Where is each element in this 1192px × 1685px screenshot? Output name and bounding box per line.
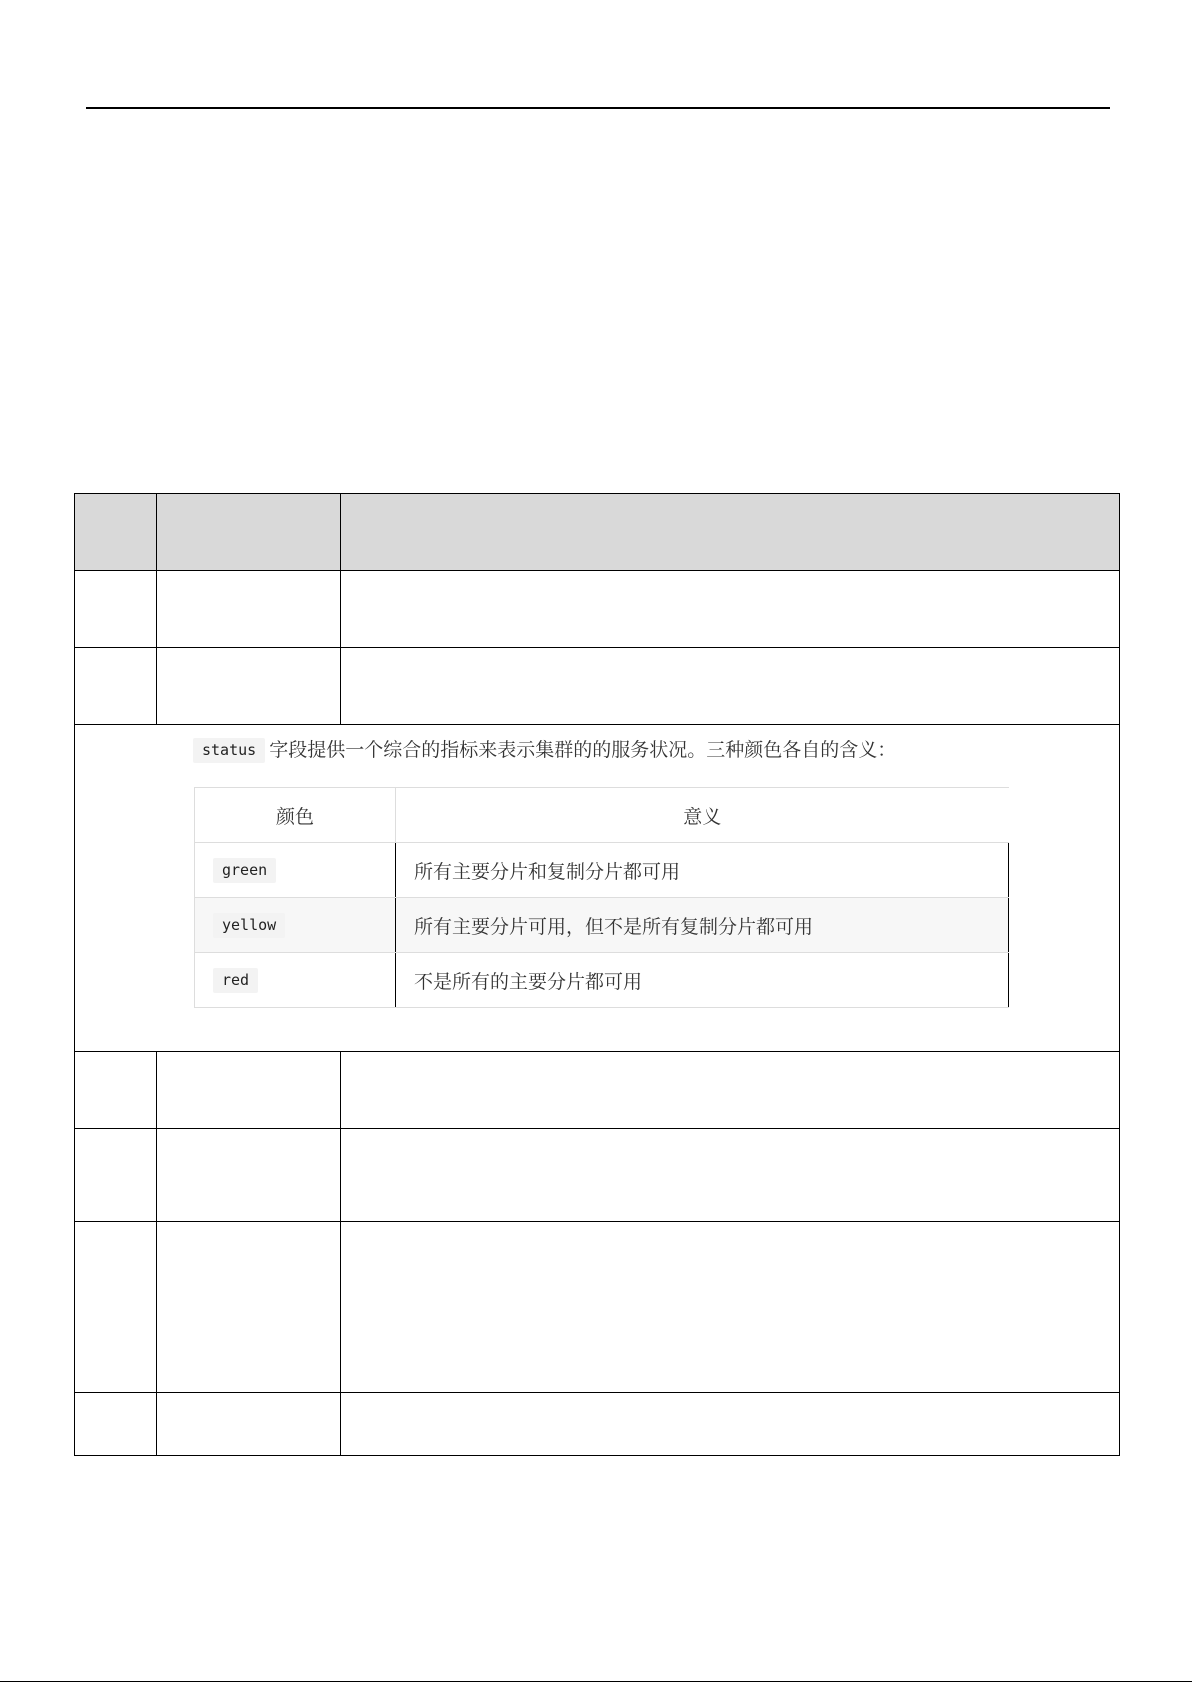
status-description (75, 725, 1119, 1051)
table-cell (75, 1052, 157, 1129)
footer-rule (0, 1681, 1192, 1682)
status-code-red: red (213, 968, 258, 993)
table-row (75, 1052, 1120, 1129)
status-row-green (195, 843, 1009, 898)
table-row (75, 1129, 1120, 1222)
table-cell (157, 1129, 341, 1222)
header-cell (75, 494, 157, 571)
table-row-status-embed (75, 725, 1120, 1052)
status-row-yellow (195, 898, 1009, 953)
table-row (75, 648, 1120, 725)
status-code-green: green (213, 858, 276, 883)
header-cell (157, 494, 341, 571)
table-cell (157, 648, 341, 725)
status-embed-cell (75, 725, 1120, 1052)
table-cell (341, 1129, 1120, 1222)
table-cell (157, 571, 341, 648)
field-table (74, 493, 1120, 1456)
table-cell (341, 571, 1120, 648)
table-cell (75, 1129, 157, 1222)
table-cell (157, 1052, 341, 1129)
table-cell (341, 1393, 1120, 1456)
table-row (75, 1222, 1120, 1393)
table-cell (75, 648, 157, 725)
table-cell (341, 1052, 1120, 1129)
table-cell (75, 571, 157, 648)
status-meaning-red: 不是所有的主要分片都可用 (396, 953, 1009, 1008)
header-rule (86, 107, 1110, 109)
meaning-column-header: 意义 (396, 788, 1009, 843)
color-column-header: 颜色 (195, 788, 396, 843)
status-code-chip: status (193, 738, 265, 763)
status-code-yellow: yellow (213, 913, 285, 938)
status-meaning-green: 所有主要分片和复制分片都可用 (396, 843, 1009, 898)
status-color-header-row (195, 788, 1009, 843)
table-cell (75, 1393, 157, 1456)
status-intro-text: 字段提供一个综合的指标来表示集群的的服务状况。三种颜色各自的含义： (269, 739, 897, 761)
status-meaning-yellow: 所有主要分片可用，但不是所有复制分片都可用 (396, 898, 1009, 953)
status-intro (193, 737, 896, 763)
header-cell (341, 494, 1120, 571)
table-cell (157, 1222, 341, 1393)
table-header-row (75, 494, 1120, 571)
table-row (75, 1393, 1120, 1456)
status-row-red (195, 953, 1009, 1008)
table-cell (157, 1393, 341, 1456)
table-cell (341, 648, 1120, 725)
table-row (75, 571, 1120, 648)
status-color-table (194, 787, 1009, 1008)
table-cell (75, 1222, 157, 1393)
table-cell (341, 1222, 1120, 1393)
